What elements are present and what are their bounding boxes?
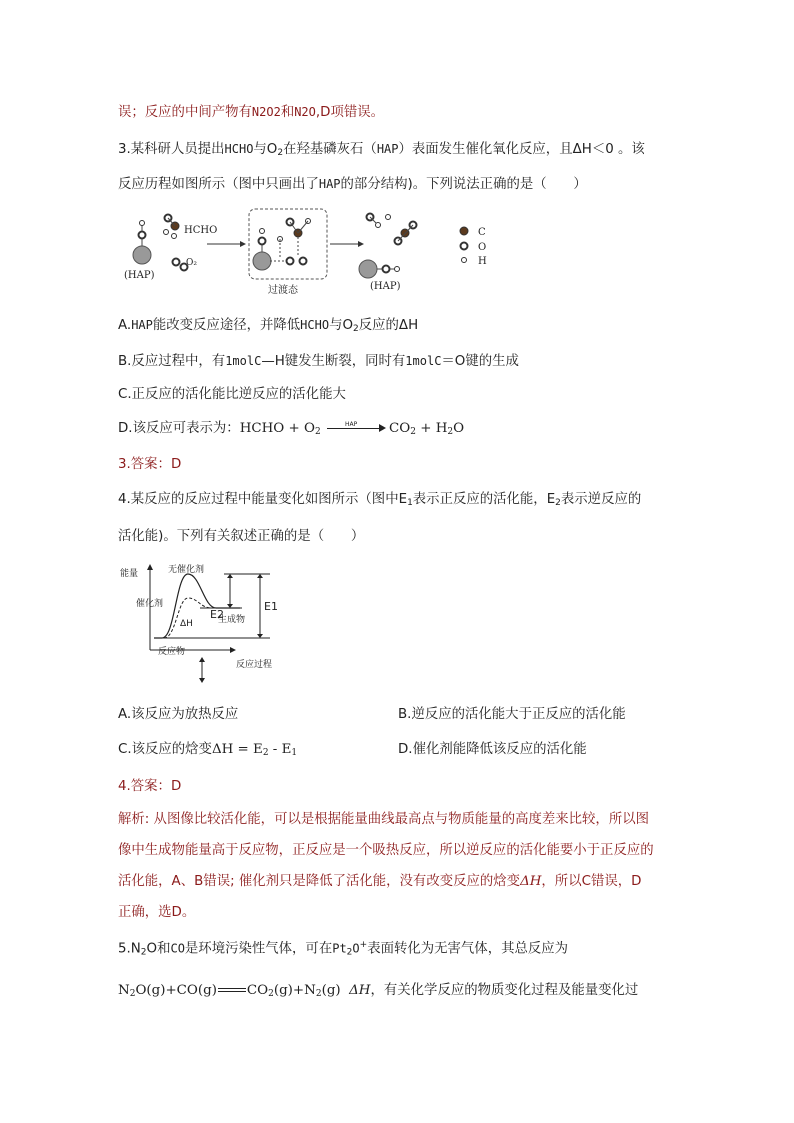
q3-stem-line-1: 3.某科研人员提出HCHO与$O_2$在羟基磷灰石（HAP）表面发生催化氧化反应，且ΔH＜0 。该 [118,142,645,158]
q4-analysis-line-1: 解析: 从图像比较活化能，可以是根据能量曲线最高点与物质能量的高度差来比较，所以图 [118,812,649,827]
o2-label: O₂ [186,258,197,268]
q5-stem-line-1: $5.N_2O$和CO是环境污染性气体，可在$Pt_2O^+$表面转化为无害气体，其总反应为 [118,940,569,958]
products-label: 生成物 [218,615,246,625]
q4-analysis-line-2: 像中生成物能量高于反应物，正反应是一个吸热反应，所以逆反应的活化能要小于正反应的 [118,843,654,858]
legend-hydrogen: H [478,256,487,267]
q4-energy-diagram [120,562,280,687]
q3-option-d: D.该反应可表示为：HCHO + $O_2$ HAP $CO_2 + H_2O$ [118,421,465,437]
legend-carbon: C [478,227,486,238]
catalyst-label: 催化剂 [136,599,164,609]
q4-stem-line-2: 活化能)。下列有关叙述正确的是（ ） [118,529,365,544]
hap-left-label: (HAP) [124,270,155,281]
hcho-label: HCHO [184,225,218,236]
dh-label: ΔH [180,619,193,629]
q5-stem-line-2: $N_2O(g)+CO(g)$ $CO_2(g)+N_2(g)$ ΔH，有关化学反应的物质变化过程及能量变化过 [118,983,639,999]
prev-answer-line: 误；反应的中间产物有N2O2和N2O,D项错误。 [118,105,385,120]
q3-answer: 3.答案：D [118,457,182,472]
hap-right-label: (HAP) [370,281,401,292]
q3-option-b: B.反应过程中，有1molC—H键发生断裂，同时有1molC＝O键的生成 [118,354,519,369]
q3-reaction-diagram [122,205,502,297]
q3-stem-line-2: 反应历程如图所示（图中只画出了HAP的部分结构)。下列说法正确的是（ ） [118,177,587,192]
legend-oxygen: O [478,242,487,253]
q4-option-b: B.逆反应的活化能大于正反应的活化能 [398,707,626,722]
q4-analysis-line-4: 正确，选D。 [118,905,196,920]
q4-stem-line-1: 4.某反应的反应过程中能量变化如图所示（图中$E_1$表示正反应的活化能，$E_2$表示逆反应的 [118,492,642,508]
q4-analysis-line-3: 活化能，A、B错误; 催化剂只是降低了活化能，没有改变反应的焓变ΔH，所以C错误，D [118,874,642,889]
e2-label: E2 [210,608,224,621]
equals-double-line [218,988,246,992]
q3-option-c: C.正反应的活化能比逆反应的活化能大 [118,387,346,402]
catalyst-arrow: HAP [325,421,389,435]
reactants-label: 反应物 [158,647,186,657]
q4-option-d: D.催化剂能降低该反应的活化能 [398,742,587,757]
x-axis-label: 反应过程 [236,660,273,670]
e1-label: E1 [264,600,278,613]
y-axis-label: 能量 [120,569,139,579]
q4-option-c: C.该反应的焓变$\Delta H = E_2 - E_1$ [118,742,298,758]
q3-option-a: A.HAP能改变反应途径，并降低HCHO与$O_2$反应的ΔH [118,318,419,334]
transition-state-label: 过渡态 [268,285,298,296]
q4-option-a: A.该反应为放热反应 [118,707,239,722]
q4-answer: 4.答案：D [118,779,182,794]
no-catalyst-label: 无催化剂 [168,565,205,575]
